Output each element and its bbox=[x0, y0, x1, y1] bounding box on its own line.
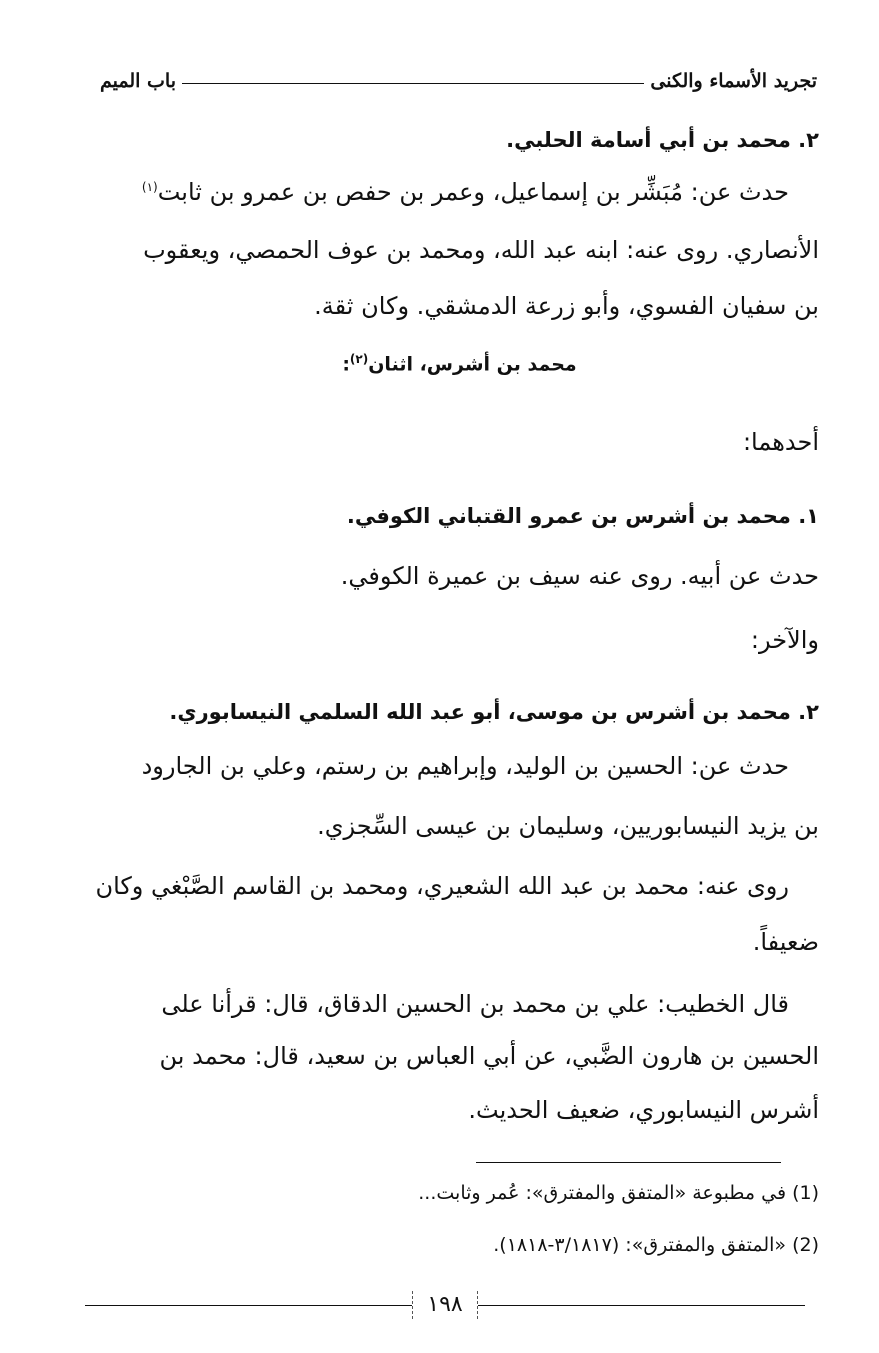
page-number: ١٩٨ bbox=[412, 1291, 477, 1319]
footnote-1: (1) في مطبوعة «المتفق والمفترق»: عُمر وثابت... bbox=[418, 1182, 819, 1204]
entry-text-line: الحسين بن هارون الضَّبي، عن أبي العباس بن سعيد، قال: محمد بن bbox=[159, 1042, 819, 1070]
footnote-ref: (١) bbox=[141, 180, 158, 194]
section-label: والآخر: bbox=[750, 626, 819, 654]
page-footer bbox=[85, 1290, 805, 1320]
footnote-ref: (٢) bbox=[349, 352, 369, 366]
running-header bbox=[100, 58, 817, 92]
entry-text-line: روى عنه: محمد بن عبد الله الشعيري، ومحمد بن القاسم الصَّبْغي وكان bbox=[95, 872, 789, 900]
footnote-separator bbox=[476, 1162, 781, 1163]
section-label: أحدهما: bbox=[742, 428, 819, 456]
entry-heading-abi-usama: ٢. محمد بن أبي أسامة الحلبي. bbox=[506, 128, 819, 152]
entry-text-line: الأنصاري. روى عنه: ابنه عبد الله، ومحمد بن عوف الحمصي، ويعقوب bbox=[143, 236, 819, 264]
footer-rule-right bbox=[85, 1305, 412, 1306]
group-heading-colon: : bbox=[342, 353, 350, 376]
footnote-2: (2) «المتفق والمفترق»: (٣/١٨١٧-١٨١٨). bbox=[493, 1234, 819, 1256]
header-rule bbox=[182, 83, 644, 84]
entry-text-line: حدث عن: الحسين بن الوليد، وإبراهيم بن رستم، وعلي بن الجارود bbox=[141, 752, 789, 780]
group-heading bbox=[100, 352, 819, 375]
footer-rule-left bbox=[478, 1305, 805, 1306]
entry-text-line bbox=[142, 178, 789, 206]
entry-text-line: بن سفيان الفسوي، وأبو زرعة الدمشقي. وكان ثقة. bbox=[314, 292, 819, 320]
chapter-title: باب الميم bbox=[100, 70, 177, 92]
group-heading-text: محمد بن أشرس، اثنان bbox=[368, 353, 577, 376]
entry-text-line: قال الخطيب: علي بن محمد بن الحسين الدقاق، قال: قرأنا على bbox=[161, 990, 789, 1018]
entry-text-segment: حدث عن: مُبَشِّر بن إسماعيل، وعمر بن حفص بن عمرو بن ثابت bbox=[157, 178, 789, 206]
entry-text-line: حدث عن أبيه. روى عنه سيف بن عميرة الكوفي. bbox=[340, 562, 819, 590]
entry-heading-naysaburi: ٢. محمد بن أشرس بن موسى، أبو عبد الله السلمي النيسابوري. bbox=[169, 700, 819, 724]
entry-heading-qitbani: ١. محمد بن أشرس بن عمرو القتباني الكوفي. bbox=[346, 504, 819, 528]
book-title: تجريد الأسماء والكنى bbox=[650, 70, 817, 92]
entry-text-line: بن يزيد النيسابوريين، وسليمان بن عيسى السِّجزي. bbox=[317, 812, 819, 840]
entry-text-line: ضعيفاً. bbox=[752, 928, 819, 956]
entry-text-line: أشرس النيسابوري، ضعيف الحديث. bbox=[468, 1096, 819, 1124]
